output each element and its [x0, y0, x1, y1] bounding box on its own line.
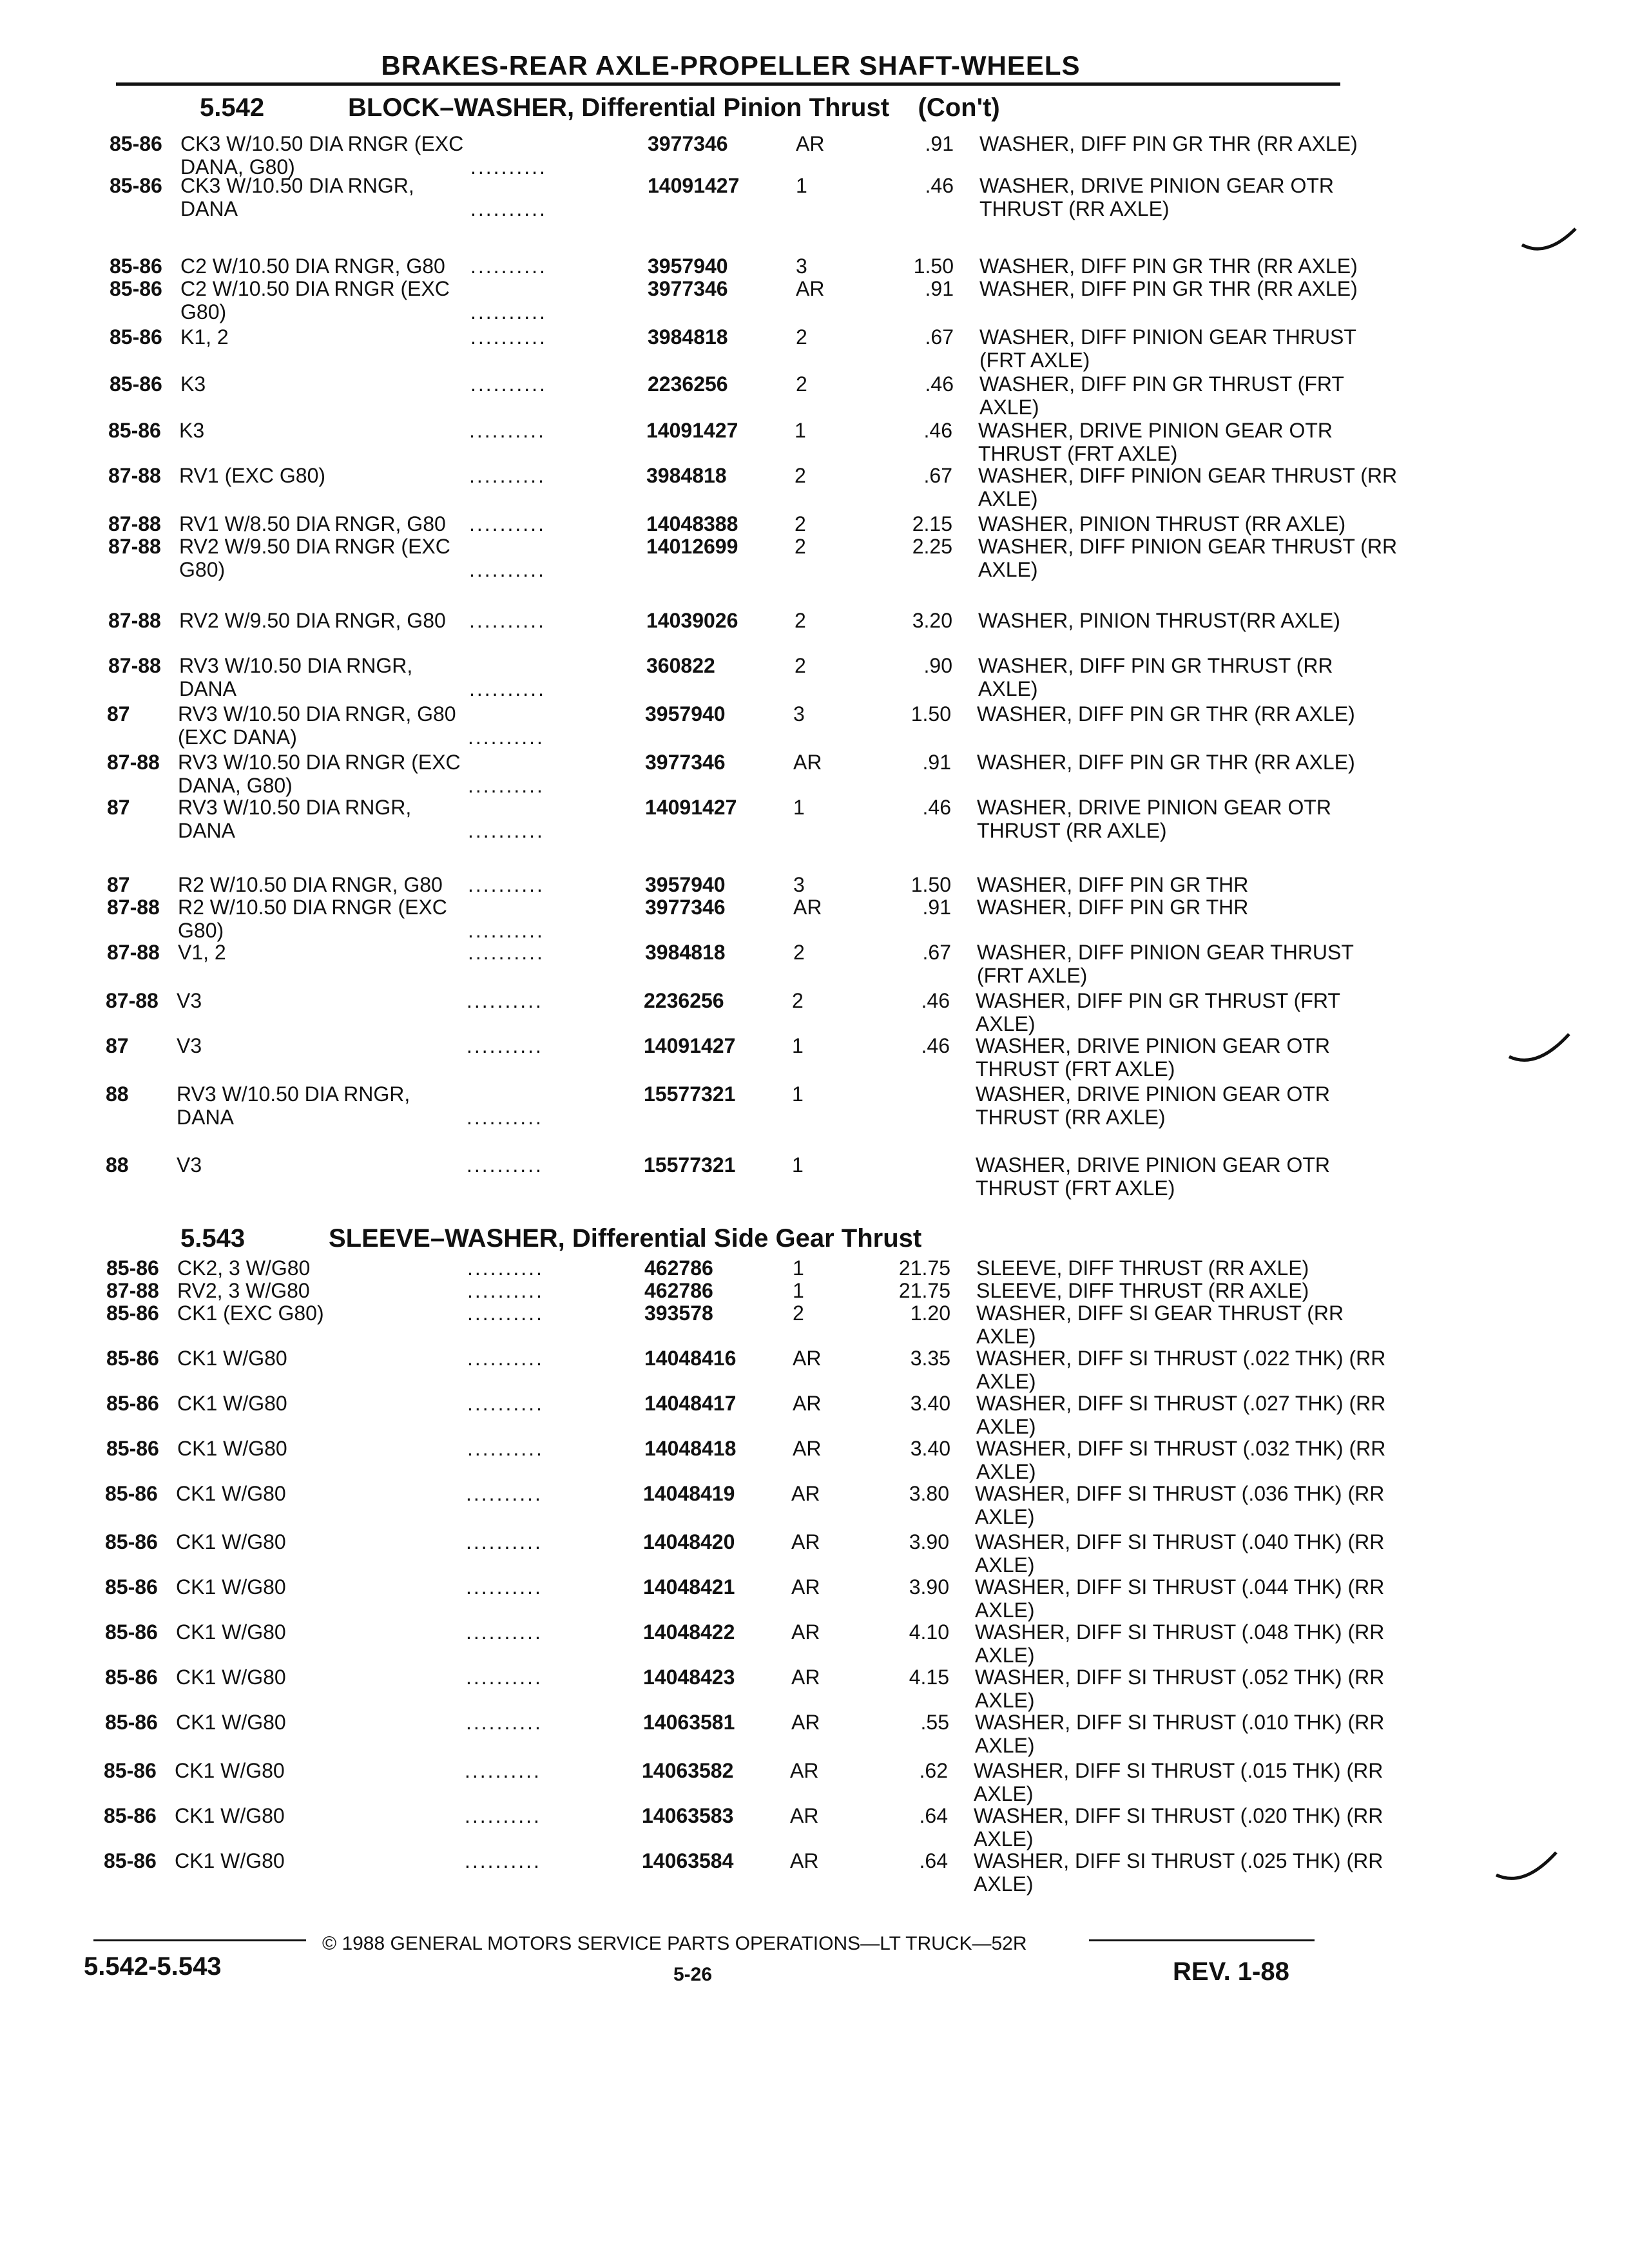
model-years: 85-86: [108, 419, 161, 442]
part-description: WASHER, DIFF SI THRUST (.032 THK) (RR AXLE): [976, 1437, 1386, 1483]
dot-leader: ..........: [468, 774, 545, 797]
part-description: WASHER, DRIVE PINION GEAR OTR THRUST (RR AXLE): [979, 174, 1334, 220]
part-number: 14063584: [642, 1849, 734, 1872]
price: .64: [919, 1849, 948, 1872]
quantity: 1: [793, 1279, 804, 1302]
footer-revision: REV. 1-88: [1173, 1957, 1289, 1986]
model-application: CK1 W/G80: [176, 1620, 286, 1644]
quantity: 3: [793, 873, 805, 896]
part-description: WASHER, DIFF PINION GEAR THRUST (RR AXLE): [978, 535, 1398, 581]
model-years: 87-88: [107, 751, 160, 774]
part-number: 14048422: [643, 1620, 735, 1644]
section-continued-label: (Con't): [918, 93, 1000, 122]
part-number: 3977346: [648, 277, 728, 300]
part-number: 3957940: [645, 873, 726, 896]
model-years: 87-88: [107, 941, 160, 964]
model-application: RV1 W/8.50 DIA RNGR, G80: [179, 512, 446, 535]
price: 1.20: [910, 1302, 950, 1325]
dot-leader: ..........: [467, 1347, 544, 1370]
price: .46: [923, 419, 952, 442]
part-description: WASHER, DIFF PIN GR THR: [977, 873, 1249, 896]
quantity: 2: [793, 941, 805, 964]
part-description: WASHER, DIFF SI THRUST (.036 THK) (RR AXLE): [975, 1482, 1385, 1528]
price: .46: [925, 372, 954, 396]
part-number: 14048421: [643, 1575, 735, 1599]
model-years: 85-86: [110, 132, 162, 155]
model-years: 87: [107, 796, 130, 819]
price: 1.50: [913, 255, 954, 278]
model-years: 87-88: [107, 896, 160, 919]
part-number: 3957940: [648, 255, 728, 278]
model-years: 85-86: [106, 1392, 159, 1415]
dot-leader: ..........: [468, 941, 545, 964]
part-description: WASHER, DIFF PIN GR THRUST (FRT AXLE): [979, 372, 1344, 419]
dot-leader: ..........: [468, 919, 545, 942]
section-title: SLEEVE–WASHER, Differential Side Gear Thrust: [329, 1224, 922, 1253]
part-number: 462786: [644, 1256, 713, 1280]
part-number: 14012699: [646, 535, 738, 558]
model-years: 87-88: [106, 1279, 159, 1302]
quantity: AR: [791, 1666, 820, 1689]
footer-copyright: © 1988 GENERAL MOTORS SERVICE PARTS OPERATIONS—LT TRUCK—52R: [322, 1933, 1027, 1954]
part-description: WASHER, DIFF PIN GR THRUST (FRT AXLE): [976, 989, 1340, 1035]
price: 1.50: [911, 702, 951, 726]
model-application: CK3 W/10.50 DIA RNGR (EXC DANA, G80): [180, 132, 464, 178]
model-years: 85-86: [105, 1482, 158, 1505]
price: 3.20: [912, 609, 952, 632]
page-header-title: BRAKES-REAR AXLE-PROPELLER SHAFT-WHEELS: [381, 50, 1081, 81]
quantity: 1: [792, 1034, 804, 1057]
price: 2.15: [912, 512, 952, 535]
part-description: WASHER, DIFF PINION GEAR THRUST (FRT AXLE): [979, 325, 1356, 372]
dot-leader: ..........: [468, 873, 545, 896]
dot-leader: ..........: [470, 372, 547, 396]
part-number: 393578: [644, 1302, 713, 1325]
part-description: WASHER, DRIVE PINION GEAR OTR THRUST (FRT AXLE): [976, 1153, 1330, 1200]
part-number: 14091427: [645, 796, 737, 819]
dot-leader: ..........: [466, 1666, 543, 1689]
dot-leader: ..........: [465, 1804, 541, 1827]
section-number: 5.542: [200, 93, 265, 122]
model-years: 85-86: [106, 1347, 159, 1370]
price: 3.40: [910, 1437, 950, 1460]
quantity: AR: [791, 1620, 820, 1644]
price: 3.80: [909, 1482, 949, 1505]
part-number: 14091427: [648, 174, 740, 197]
model-years: 85-86: [110, 372, 162, 396]
part-description: WASHER, DIFF PIN GR THRUST (RR AXLE): [978, 654, 1333, 700]
part-description: WASHER, DIFF PIN GR THR (RR AXLE): [979, 255, 1358, 278]
part-number: 14039026: [646, 609, 738, 632]
dot-leader: ..........: [465, 1849, 541, 1872]
part-number: 15577321: [644, 1153, 736, 1177]
header-rule: [116, 82, 1340, 86]
quantity: 1: [796, 174, 807, 197]
model-years: 87-88: [108, 609, 161, 632]
model-application: CK1 W/G80: [176, 1666, 286, 1689]
model-years: 87-88: [108, 535, 161, 558]
quantity: 1: [795, 419, 806, 442]
model-years: 88: [106, 1082, 129, 1106]
model-years: 85-86: [104, 1804, 157, 1827]
part-description: SLEEVE, DIFF THRUST (RR AXLE): [976, 1279, 1309, 1302]
model-application: RV3 W/10.50 DIA RNGR, DANA: [178, 796, 412, 842]
part-number: 14048420: [643, 1530, 735, 1553]
model-years: 87-88: [108, 512, 161, 535]
quantity: 1: [792, 1082, 804, 1106]
model-application: R2 W/10.50 DIA RNGR (EXC G80): [178, 896, 447, 942]
price: 3.90: [909, 1530, 949, 1553]
part-number: 3984818: [645, 941, 726, 964]
part-number: 3977346: [645, 896, 726, 919]
part-number: 15577321: [644, 1082, 736, 1106]
footer-section-range: 5.542-5.543: [84, 1952, 222, 1981]
part-description: WASHER, DIFF SI THRUST (.027 THK) (RR AXLE): [976, 1392, 1386, 1438]
dot-leader: ..........: [465, 1759, 541, 1782]
model-application: K3: [180, 372, 206, 396]
price: .64: [919, 1804, 948, 1827]
model-application: CK1 W/G80: [177, 1347, 287, 1370]
price: .91: [925, 132, 954, 155]
quantity: AR: [793, 896, 822, 919]
quantity: AR: [791, 1711, 820, 1734]
model-years: 85-86: [106, 1302, 159, 1325]
price: 1.50: [911, 873, 951, 896]
model-years: 85-86: [110, 174, 162, 197]
dot-leader: ..........: [467, 1106, 543, 1129]
dot-leader: ..........: [466, 1575, 543, 1599]
section-heading-5-542: [200, 93, 1000, 122]
part-number: 14063581: [643, 1711, 735, 1734]
dot-leader: ..........: [467, 1256, 544, 1280]
dot-leader: ..........: [467, 1153, 543, 1177]
model-years: 87: [107, 702, 130, 726]
part-description: WASHER, DIFF SI THRUST (.010 THK) (RR AXLE): [975, 1711, 1385, 1757]
price: .91: [922, 751, 951, 774]
model-years: 87: [107, 873, 130, 896]
part-description: SLEEVE, DIFF THRUST (RR AXLE): [976, 1256, 1309, 1280]
part-number: 462786: [644, 1279, 713, 1302]
dot-leader: ..........: [469, 512, 546, 535]
part-description: WASHER, DIFF PINION GEAR THRUST (RR AXLE): [978, 464, 1398, 510]
part-number: 14048388: [646, 512, 738, 535]
model-application: RV2 W/9.50 DIA RNGR (EXC G80): [179, 535, 450, 581]
quantity: 2: [795, 609, 806, 632]
scan-margin-mark: [1508, 1031, 1572, 1076]
price: .67: [925, 325, 954, 349]
price: .46: [921, 1034, 950, 1057]
price: 3.35: [910, 1347, 950, 1370]
model-years: 85-86: [105, 1666, 158, 1689]
model-application: RV3 W/10.50 DIA RNGR, DANA: [177, 1082, 410, 1129]
dot-leader: ..........: [470, 255, 547, 278]
part-description: WASHER, DIFF SI THRUST (.040 THK) (RR AXLE): [975, 1530, 1385, 1577]
part-number: 14048416: [644, 1347, 737, 1370]
quantity: AR: [793, 1347, 822, 1370]
model-years: 85-86: [105, 1575, 158, 1599]
price: .67: [923, 464, 952, 487]
price: .55: [920, 1711, 949, 1734]
price: .91: [922, 896, 951, 919]
price: 4.10: [909, 1620, 949, 1644]
dot-leader: ..........: [470, 197, 547, 220]
dot-leader: ..........: [466, 1530, 543, 1553]
model-years: 85-86: [106, 1256, 159, 1280]
model-years: 85-86: [105, 1620, 158, 1644]
model-application: CK1 W/G80: [177, 1392, 287, 1415]
section-heading-5-543: [180, 1224, 921, 1253]
model-application: CK1 W/G80: [175, 1759, 285, 1782]
part-description: WASHER, DIFF PIN GR THR: [977, 896, 1249, 919]
quantity: 2: [795, 654, 806, 677]
part-description: WASHER, DIFF PIN GR THR (RR AXLE): [979, 132, 1358, 155]
part-description: WASHER, DIFF SI GEAR THRUST (RR AXLE): [976, 1302, 1344, 1348]
part-description: WASHER, DIFF PIN GR THR (RR AXLE): [979, 277, 1358, 300]
quantity: 3: [796, 255, 807, 278]
quantity: 2: [795, 535, 806, 558]
dot-leader: ..........: [470, 300, 547, 323]
price: .91: [925, 277, 954, 300]
model-application: V3: [177, 989, 202, 1012]
part-description: WASHER, DIFF SI THRUST (.022 THK) (RR AXLE): [976, 1347, 1386, 1393]
part-description: WASHER, DRIVE PINION GEAR OTR THRUST (FRT AXLE): [976, 1034, 1330, 1081]
part-number: 3957940: [645, 702, 726, 726]
quantity: 2: [796, 325, 807, 349]
section-number: 5.543: [180, 1224, 246, 1253]
quantity: AR: [796, 132, 825, 155]
price: 3.90: [909, 1575, 949, 1599]
model-application: CK1 W/G80: [175, 1804, 285, 1827]
part-description: WASHER, DRIVE PINION GEAR OTR THRUST (RR AXLE): [977, 796, 1331, 842]
model-application: V1, 2: [178, 941, 226, 964]
part-number: 14048417: [644, 1392, 737, 1415]
model-application: RV2, 3 W/G80: [177, 1279, 310, 1302]
model-application: RV3 W/10.50 DIA RNGR (EXC DANA, G80): [178, 751, 461, 797]
model-years: 85-86: [104, 1759, 157, 1782]
model-application: CK2, 3 W/G80: [177, 1256, 311, 1280]
model-application: RV1 (EXC G80): [179, 464, 326, 487]
part-number: 3984818: [648, 325, 728, 349]
model-application: CK1 W/G80: [176, 1711, 286, 1734]
model-years: 87-88: [108, 464, 161, 487]
dot-leader: ..........: [469, 558, 546, 581]
part-number: 14048423: [643, 1666, 735, 1689]
part-description: WASHER, PINION THRUST (RR AXLE): [978, 512, 1346, 535]
model-application: K1, 2: [180, 325, 229, 349]
dot-leader: ..........: [469, 464, 546, 487]
dot-leader: ..........: [467, 1034, 543, 1057]
model-years: 87: [106, 1034, 129, 1057]
part-number: 360822: [646, 654, 715, 677]
model-application: C2 W/10.50 DIA RNGR, G80: [180, 255, 445, 278]
quantity: 2: [793, 1302, 804, 1325]
part-number: 14063583: [642, 1804, 734, 1827]
quantity: 1: [793, 1256, 804, 1280]
part-description: WASHER, DIFF SI THRUST (.044 THK) (RR AXLE): [975, 1575, 1385, 1622]
dot-leader: ..........: [467, 1437, 544, 1460]
quantity: 2: [796, 372, 807, 396]
part-description: WASHER, DIFF SI THRUST (.052 THK) (RR AXLE): [975, 1666, 1385, 1712]
part-description: WASHER, DIFF PINION GEAR THRUST (FRT AXLE): [977, 941, 1354, 987]
part-description: WASHER, DRIVE PINION GEAR OTR THRUST (FRT AXLE): [978, 419, 1333, 465]
part-description: WASHER, PINION THRUST(RR AXLE): [978, 609, 1340, 632]
dot-leader: ..........: [466, 1620, 543, 1644]
quantity: 1: [792, 1153, 804, 1177]
scan-margin-mark: [1521, 226, 1579, 264]
model-years: 85-86: [106, 1437, 159, 1460]
model-years: 85-86: [110, 277, 162, 300]
quantity: 3: [793, 702, 805, 726]
price: .46: [921, 989, 950, 1012]
quantity: AR: [790, 1849, 819, 1872]
model-application: CK1 (EXC G80): [177, 1302, 324, 1325]
quantity: 2: [795, 512, 806, 535]
dot-leader: ..........: [466, 1482, 543, 1505]
part-description: WASHER, DIFF SI THRUST (.025 THK) (RR AXLE): [974, 1849, 1383, 1896]
model-application: CK1 W/G80: [176, 1482, 286, 1505]
dot-leader: ..........: [467, 1392, 544, 1415]
model-years: 87-88: [106, 989, 159, 1012]
price: 21.75: [898, 1256, 950, 1280]
dot-leader: ..........: [467, 1302, 544, 1325]
price: .62: [919, 1759, 948, 1782]
footer-rule-right: [1089, 1939, 1315, 1941]
part-description: WASHER, DIFF SI THRUST (.020 THK) (RR AXLE): [974, 1804, 1383, 1850]
part-number: 2236256: [648, 372, 728, 396]
model-years: 85-86: [105, 1530, 158, 1553]
model-application: CK3 W/10.50 DIA RNGR, DANA: [180, 174, 414, 220]
model-application: K3: [179, 419, 205, 442]
part-description: WASHER, DIFF SI THRUST (.048 THK) (RR AXLE): [975, 1620, 1385, 1667]
part-description: WASHER, DIFF PIN GR THR (RR AXLE): [977, 751, 1355, 774]
part-number: 3977346: [648, 132, 728, 155]
part-number: 3977346: [645, 751, 726, 774]
dot-leader: ..........: [467, 1279, 544, 1302]
price: 3.40: [910, 1392, 950, 1415]
price: 21.75: [898, 1279, 950, 1302]
part-number: 14091427: [644, 1034, 736, 1057]
quantity: AR: [791, 1575, 820, 1599]
model-years: 85-86: [110, 255, 162, 278]
quantity: AR: [793, 1392, 822, 1415]
model-application: CK1 W/G80: [176, 1575, 286, 1599]
model-application: CK1 W/G80: [177, 1437, 287, 1460]
part-number: 14063582: [642, 1759, 734, 1782]
quantity: AR: [796, 277, 825, 300]
quantity: AR: [793, 1437, 822, 1460]
model-years: 85-86: [110, 325, 162, 349]
model-years: 85-86: [105, 1711, 158, 1734]
price: 4.15: [909, 1666, 949, 1689]
scan-margin-mark: [1495, 1849, 1559, 1894]
model-application: V3: [177, 1153, 202, 1177]
price: .90: [923, 654, 952, 677]
model-application: RV2 W/9.50 DIA RNGR, G80: [179, 609, 446, 632]
part-number: 14091427: [646, 419, 738, 442]
footer-rule-left: [93, 1939, 306, 1941]
model-years: 88: [106, 1153, 129, 1177]
model-application: V3: [177, 1034, 202, 1057]
dot-leader: ..........: [467, 989, 543, 1012]
section-title: BLOCK–WASHER, Differential Pinion Thrust: [348, 93, 890, 122]
quantity: AR: [790, 1804, 819, 1827]
price: 2.25: [912, 535, 952, 558]
quantity: AR: [791, 1482, 820, 1505]
quantity: AR: [791, 1530, 820, 1553]
quantity: AR: [790, 1759, 819, 1782]
model-years: 87-88: [108, 654, 161, 677]
quantity: 2: [792, 989, 804, 1012]
model-application: RV3 W/10.50 DIA RNGR, G80 (EXC DANA): [178, 702, 456, 749]
part-description: WASHER, DRIVE PINION GEAR OTR THRUST (RR AXLE): [976, 1082, 1330, 1129]
dot-leader: ..........: [470, 155, 547, 178]
part-description: WASHER, DIFF SI THRUST (.015 THK) (RR AXLE): [974, 1759, 1383, 1805]
model-application: RV3 W/10.50 DIA RNGR, DANA: [179, 654, 413, 700]
price: .46: [922, 796, 951, 819]
dot-leader: ..........: [466, 1711, 543, 1734]
price: .46: [925, 174, 954, 197]
dot-leader: ..........: [469, 419, 546, 442]
model-application: CK1 W/G80: [175, 1849, 285, 1872]
part-description: WASHER, DIFF PIN GR THR (RR AXLE): [977, 702, 1355, 726]
quantity: 1: [793, 796, 805, 819]
model-application: C2 W/10.50 DIA RNGR (EXC G80): [180, 277, 450, 323]
footer-page-number: 5-26: [673, 1964, 713, 1985]
model-years: 85-86: [104, 1849, 157, 1872]
part-number: 14048419: [643, 1482, 735, 1505]
dot-leader: ..........: [469, 609, 546, 632]
dot-leader: ..........: [470, 325, 547, 349]
part-number: 14048418: [644, 1437, 737, 1460]
dot-leader: ..........: [468, 819, 545, 842]
price: .67: [922, 941, 951, 964]
quantity: AR: [793, 751, 822, 774]
quantity: 2: [795, 464, 806, 487]
part-number: 3984818: [646, 464, 727, 487]
model-application: CK1 W/G80: [176, 1530, 286, 1553]
dot-leader: ..........: [468, 726, 545, 749]
dot-leader: ..........: [469, 677, 546, 700]
part-number: 2236256: [644, 989, 724, 1012]
model-application: R2 W/10.50 DIA RNGR, G80: [178, 873, 443, 896]
